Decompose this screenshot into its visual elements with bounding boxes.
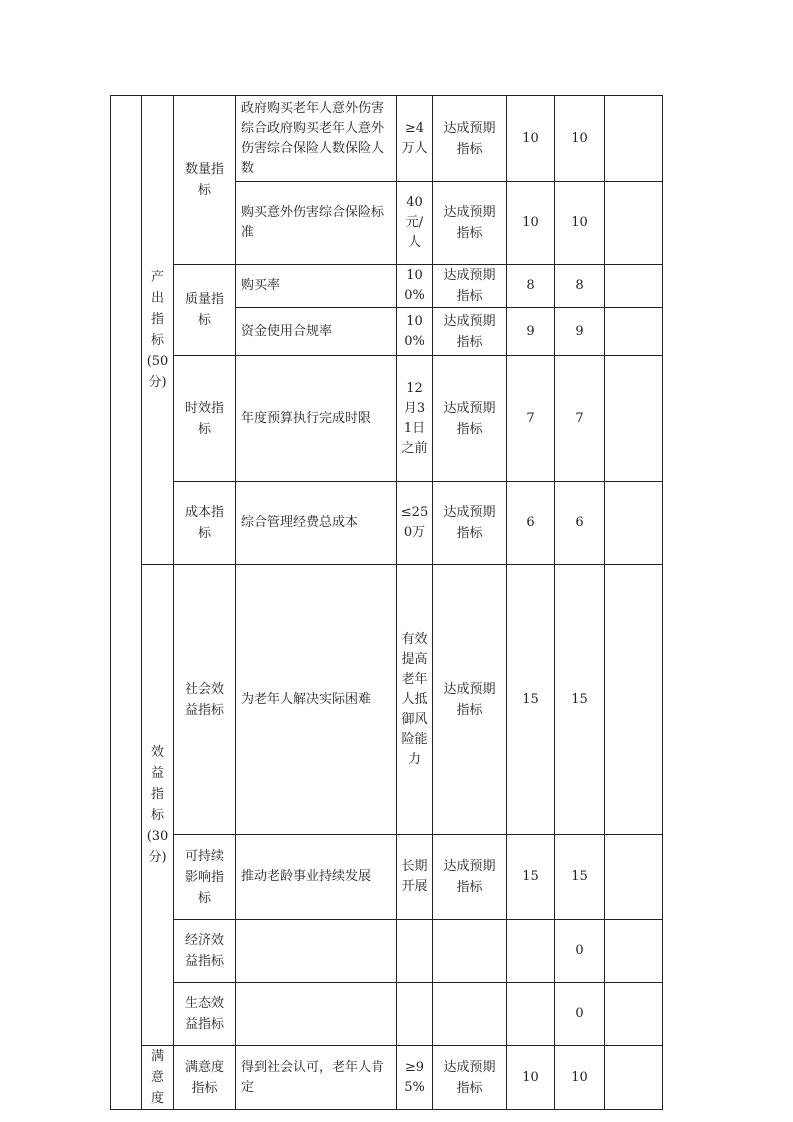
target-cell: ≥4万人 xyxy=(397,96,433,182)
subcategory-social: 社会效益指标 xyxy=(174,565,236,835)
performance-table xyxy=(110,95,663,1110)
target-cell xyxy=(397,920,433,983)
indicator-cell: 得到社会认可，老年人肯定 xyxy=(236,1046,397,1110)
weight-cell: 10 xyxy=(507,1046,555,1110)
subcategory-cost: 成本指标 xyxy=(174,482,236,565)
score-cell: 8 xyxy=(555,265,605,308)
indicator-cell: 年度预算执行完成时限 xyxy=(236,356,397,482)
table-row xyxy=(111,1046,663,1110)
remark-cell xyxy=(605,482,663,565)
weight-cell: 10 xyxy=(507,182,555,265)
weight-cell xyxy=(507,920,555,983)
weight-cell: 10 xyxy=(507,96,555,182)
score-cell: 6 xyxy=(555,482,605,565)
eval-cell: 达成预期指标 xyxy=(433,835,507,920)
remark-cell xyxy=(605,182,663,265)
remark-cell xyxy=(605,265,663,308)
weight-cell: 7 xyxy=(507,356,555,482)
subcategory-ecological: 生态效益指标 xyxy=(174,983,236,1046)
eval-cell: 达成预期指标 xyxy=(433,482,507,565)
weight-cell xyxy=(507,983,555,1046)
target-cell xyxy=(397,983,433,1046)
target-cell: 长期开展 xyxy=(397,835,433,920)
remark-cell xyxy=(605,565,663,835)
indicator-cell xyxy=(236,920,397,983)
score-cell: 15 xyxy=(555,565,605,835)
table-row xyxy=(111,265,663,308)
eval-cell: 达成预期指标 xyxy=(433,182,507,265)
eval-cell: 达成预期指标 xyxy=(433,308,507,356)
subcategory-timeliness: 时效指标 xyxy=(174,356,236,482)
score-cell: 9 xyxy=(555,308,605,356)
remark-cell xyxy=(605,356,663,482)
indicator-cell xyxy=(236,983,397,1046)
score-cell: 0 xyxy=(555,920,605,983)
table-row xyxy=(111,565,663,835)
remark-cell xyxy=(605,835,663,920)
remark-cell xyxy=(605,1046,663,1110)
score-cell: 7 xyxy=(555,356,605,482)
category-satisfaction: 满意度 xyxy=(142,1046,174,1110)
table-row xyxy=(111,983,663,1046)
indicator-cell: 购买意外伤害综合保险标准 xyxy=(236,182,397,265)
subcategory-sustainable: 可持续影响指标 xyxy=(174,835,236,920)
subcategory-satisfaction: 满意度指标 xyxy=(174,1046,236,1110)
table-row xyxy=(111,482,663,565)
category-benefit: 效益指标(30分) xyxy=(142,565,174,1046)
remark-cell xyxy=(605,96,663,182)
score-cell: 15 xyxy=(555,835,605,920)
eval-cell xyxy=(433,983,507,1046)
eval-cell: 达成预期指标 xyxy=(433,96,507,182)
eval-cell: 达成预期指标 xyxy=(433,265,507,308)
score-cell: 10 xyxy=(555,96,605,182)
target-cell: 40元/人 xyxy=(397,182,433,265)
indicator-cell: 资金使用合规率 xyxy=(236,308,397,356)
weight-cell: 15 xyxy=(507,835,555,920)
eval-cell: 达成预期指标 xyxy=(433,1046,507,1110)
eval-cell: 达成预期指标 xyxy=(433,356,507,482)
remark-cell xyxy=(605,983,663,1046)
indicator-cell: 为老年人解决实际困难 xyxy=(236,565,397,835)
weight-cell: 8 xyxy=(507,265,555,308)
table-row xyxy=(111,920,663,983)
eval-cell xyxy=(433,920,507,983)
target-cell: 100% xyxy=(397,308,433,356)
target-cell: ≥95% xyxy=(397,1046,433,1110)
table-row xyxy=(111,835,663,920)
score-cell: 10 xyxy=(555,182,605,265)
target-cell: 有效提高老年人抵御风险能力 xyxy=(397,565,433,835)
remark-cell xyxy=(605,308,663,356)
target-cell: 12月31日之前 xyxy=(397,356,433,482)
score-cell: 0 xyxy=(555,983,605,1046)
subcategory-quantity: 数量指标 xyxy=(174,96,236,265)
weight-cell: 15 xyxy=(507,565,555,835)
category-output: 产出指标(50分) xyxy=(142,96,174,565)
table-row xyxy=(111,356,663,482)
indicator-cell: 推动老龄事业持续发展 xyxy=(236,835,397,920)
outer-blank-cell xyxy=(111,96,142,1110)
target-cell: ≤250万 xyxy=(397,482,433,565)
score-cell: 10 xyxy=(555,1046,605,1110)
remark-cell xyxy=(605,920,663,983)
table-row xyxy=(111,96,663,182)
eval-cell: 达成预期指标 xyxy=(433,565,507,835)
weight-cell: 6 xyxy=(507,482,555,565)
target-cell: 100% xyxy=(397,265,433,308)
indicator-cell: 政府购买老年人意外伤害综合政府购买老年人意外伤害综合保险人数保险人数 xyxy=(236,96,397,182)
subcategory-economic: 经济效益指标 xyxy=(174,920,236,983)
weight-cell: 9 xyxy=(507,308,555,356)
indicator-cell: 购买率 xyxy=(236,265,397,308)
indicator-cell: 综合管理经费总成本 xyxy=(236,482,397,565)
subcategory-quality: 质量指标 xyxy=(174,265,236,356)
